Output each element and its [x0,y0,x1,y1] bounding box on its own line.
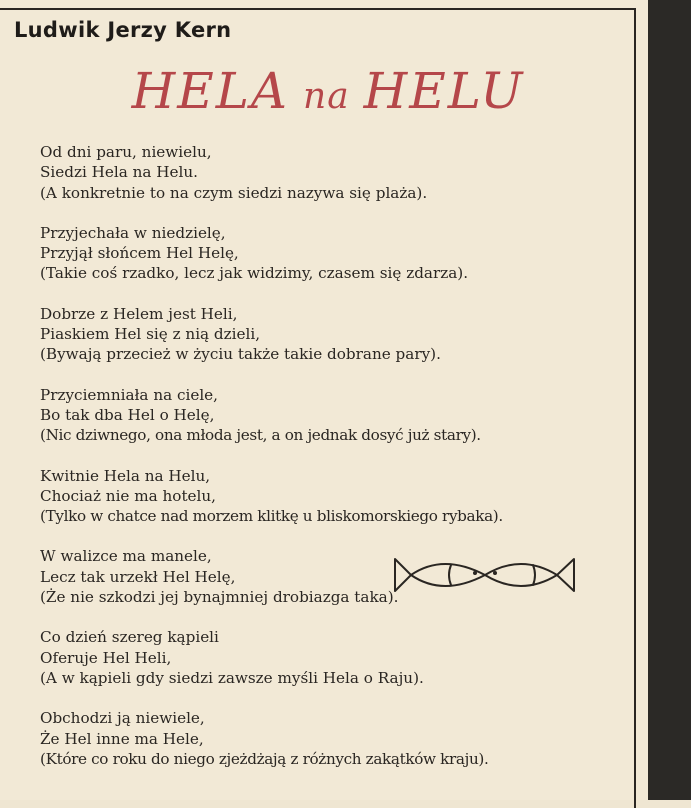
poem-line: Oferuje Hel Heli, [40,648,172,667]
title-word-hela: HELA [131,62,290,120]
poem-line: Od dni paru, niewielu, [40,143,212,161]
stanza-4 [40,385,640,446]
two-fish-icon [393,555,576,595]
poem-line: (Nic dziwnego, ona młoda jest, a on jednak dosyć już stary). [40,426,481,445]
poem-line: (A w kąpieli gdy siedzi zawsze myśli Hela o Raju). [40,668,424,687]
poem-line: Chociaż nie ma hotelu, [40,486,217,505]
stanza-8 [40,708,640,769]
poem-line: (Że nie szkodzi jej bynajmniej drobiazga taka). [40,588,399,607]
author-name: Ludwik Jerzy Kern [14,18,232,42]
poem-line: Dobrze z Helem jest Heli, [40,304,238,323]
poem-line: Przyjął słońcem Hel Helę, [40,244,239,263]
poem-line: Że Hel inne ma Hele, [40,729,204,748]
poem-line: (Tylko w chatce nad morzem klitkę u bliskomorskiego rybaka). [40,507,503,526]
poem-line: (Bywają przecież w życiu także takie dobrane pary). [40,345,441,364]
poem-line: Piaskiem Hel się z nią dzieli, [40,325,261,344]
poem-line: W walizce ma manele, [40,547,212,566]
title-word-na: na [303,76,350,117]
stanza-1 [40,142,640,203]
poem-title [0,62,656,120]
poem-line: Siedzi Hela na Helu. [40,163,198,182]
poem-line: Obchodzi ją niewiele, [40,709,205,728]
poem-line: Lecz tak urzekł Hel Helę, [40,567,236,586]
stanza-3 [40,304,640,365]
poem-line: Co dzień szereg kąpieli [40,628,219,647]
title-word-helu: HELU [363,62,525,120]
poem-line: Bo tak dba Hel o Helę, [40,405,215,424]
poem-line: Kwitnie Hela na Helu, [40,466,211,485]
poem-line: (Które co roku do niego zjeżdżają z różnych zakątków kraju). [40,749,489,768]
page-gutter-shadow [648,0,691,800]
stanza-5 [40,466,640,527]
poem-line: Przyciemniała na ciele, [40,385,219,404]
poem-line: (A konkretnie to na czym siedzi nazywa się plaża). [40,183,428,202]
poem-line: Przyjechała w niedzielę, [40,223,226,242]
stanza-2 [40,223,640,284]
poem-line: (Takie coś rzadko, lecz jak widzimy, czasem się zdarza). [40,264,469,283]
poem-body [40,142,640,789]
stanza-7 [40,627,640,688]
